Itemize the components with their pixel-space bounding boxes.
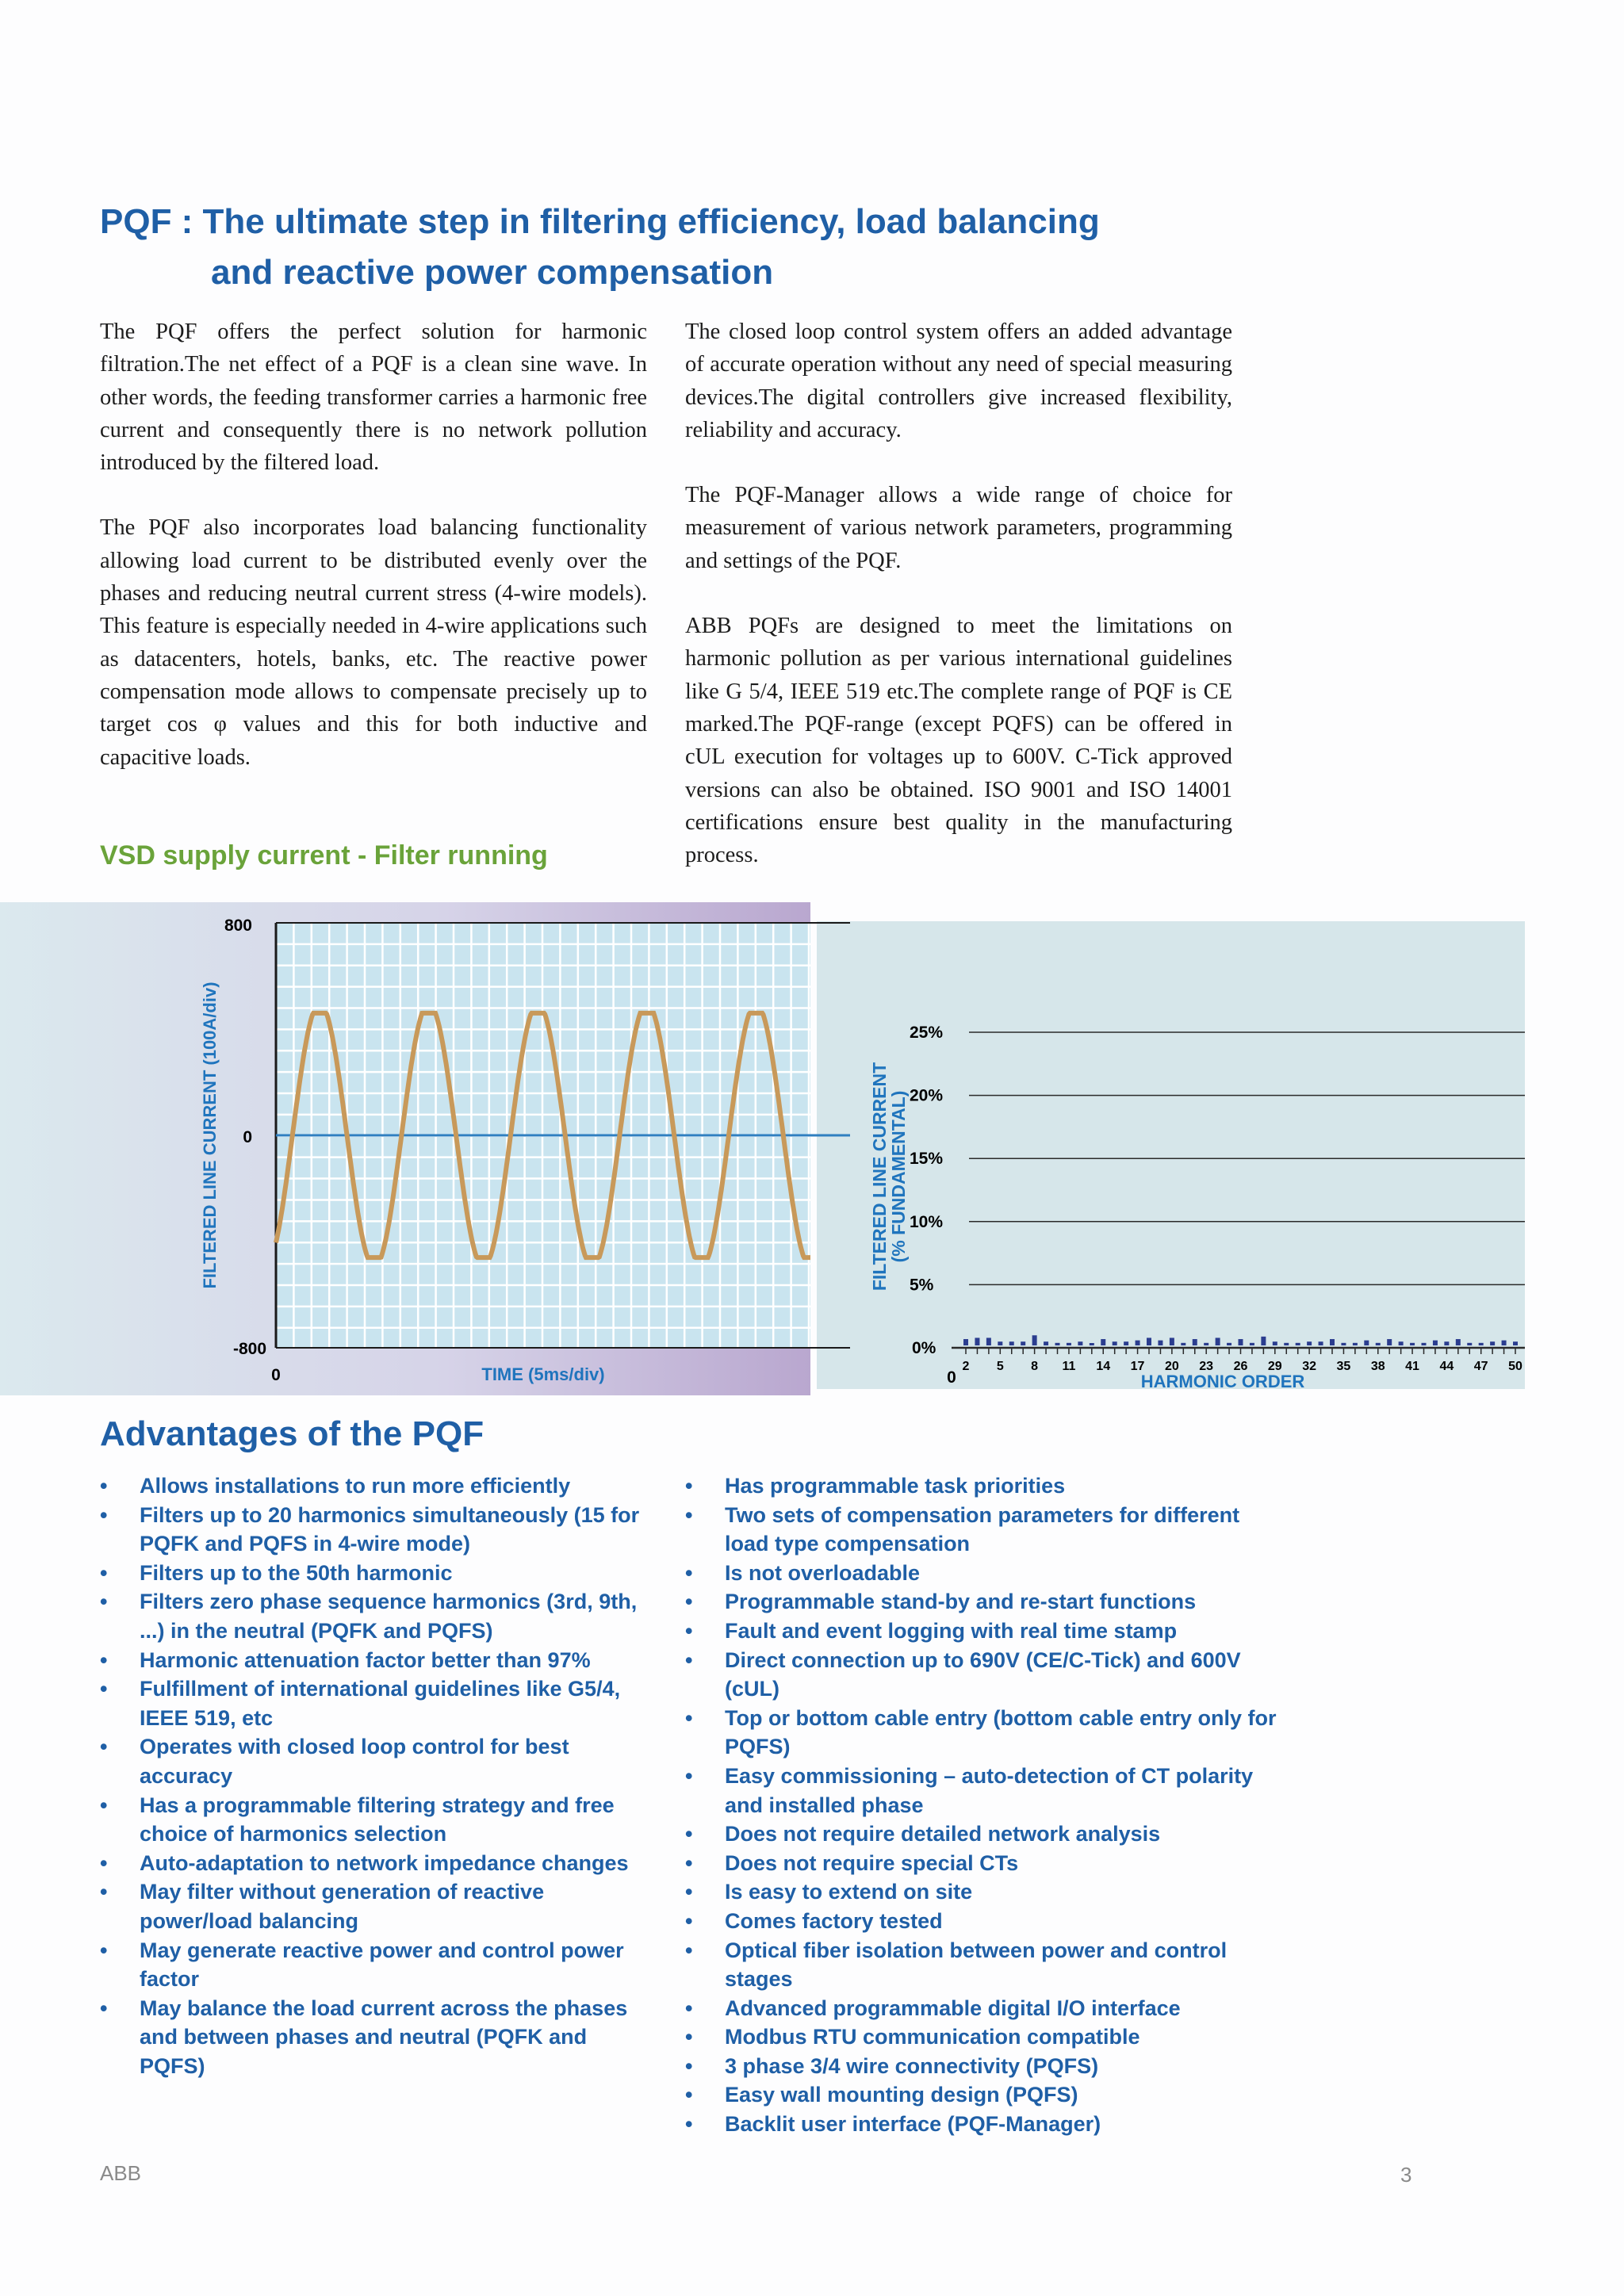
harmonic-x-tick: 23 [1199, 1360, 1214, 1373]
x-tick-0: 0 [271, 1366, 281, 1384]
harmonic-bar [1422, 1343, 1427, 1345]
advantage-item: • Filters zero phase sequence harmonics (3rd, 9th, ...) in the neutral (PQFK and PQFS) [100, 1587, 655, 1645]
advantage-item: • Auto-adaptation to network impedance changes [100, 1849, 655, 1878]
advantage-item: • Is easy to extend on site [685, 1877, 1288, 1907]
advantage-item: • Has programmable task priorities [685, 1471, 1288, 1501]
intro-right-para-2: The PQF-Manager allows a wide range of choice for measurement of various network parameters, programming and settings of the PQF. [685, 483, 1232, 573]
advantage-item: • May balance the load current across the phases and between phases and neutral (PQFK and PQFS) [100, 1994, 655, 2081]
harmonic-x-tick: 5 [996, 1360, 1004, 1373]
harmonic-bar [1170, 1337, 1174, 1345]
page-title-line1: PQF : The ultimate step in filtering efficiency, load balancing [100, 202, 1100, 241]
harmonic-bar [1124, 1341, 1128, 1345]
chart-heading: VSD supply current - Filter running [100, 840, 548, 871]
harmonic-y-tick: 10% [910, 1212, 944, 1231]
harmonic-bar [963, 1339, 968, 1345]
harmonic-bar [1204, 1343, 1208, 1345]
advantages-right-list [685, 1471, 1288, 2139]
harmonic-bar [1353, 1343, 1358, 1345]
harmonic-x-tick: 14 [1096, 1360, 1111, 1373]
harmonic-bar [1078, 1341, 1082, 1345]
harmonic-origin-label: 0 [947, 1368, 956, 1387]
harmonic-x-tick: 17 [1130, 1360, 1145, 1373]
advantage-item: • Filters up to 20 harmonics simultaneously (15 for PQFK and PQFS in 4-wire mode) [100, 1501, 655, 1559]
harmonic-x-tick: 20 [1164, 1360, 1179, 1373]
harmonic-x-tick: 11 [1062, 1360, 1076, 1373]
advantage-item: • 3 phase 3/4 wire connectivity (PQFS) [685, 2052, 1288, 2081]
advantages-heading: Advantages of the PQF [100, 1414, 485, 1453]
advantage-item: • Allows installations to run more efficiently [100, 1471, 655, 1501]
y-tick-0: 0 [243, 1128, 252, 1146]
harmonic-bar [1147, 1337, 1151, 1345]
harmonic-x-tick: 2 [962, 1360, 970, 1373]
harmonic-y-tick: 15% [910, 1150, 944, 1169]
harmonic-bar [1433, 1341, 1438, 1345]
intro-right-para-3: ABB PQFs are designed to meet the limitations on harmonic pollution as per various international guidelines like G 5/4, IEEE 519 etc.The complete range of PQF is CE marked.The PQF-range (except PQFS) can be offered in cUL execution for voltages up to 600V. C-Tick approved versions can also be obtained. ISO 9001 and ISO 14001 certifications ensure best quality in the manufacturing process. [685, 614, 1232, 868]
harmonic-bar [1456, 1339, 1461, 1345]
harmonic-x-tick: 29 [1267, 1360, 1282, 1373]
harmonic-bar [1158, 1341, 1162, 1345]
harmonic-bar [1319, 1341, 1323, 1345]
harmonic-bar [986, 1337, 991, 1345]
harmonic-bar [1067, 1343, 1071, 1345]
harmonic-bar [1181, 1343, 1185, 1345]
advantage-item: • Has a programmable filtering strategy and free choice of harmonics selection [100, 1791, 655, 1849]
advantage-item: • Direct connection up to 690V (CE/C-Tick) and 600V (cUL) [685, 1646, 1288, 1704]
harmonic-x-tick: 50 [1508, 1360, 1522, 1373]
harmonic-bar [1307, 1341, 1312, 1345]
time-y-label: FILTERED LINE CURRENT (100A/div) [200, 982, 220, 1289]
harmonic-x-tick: 47 [1473, 1360, 1488, 1373]
time-x-label: TIME (5ms/div) [481, 1364, 605, 1384]
harmonic-bar [1296, 1343, 1300, 1345]
harmonic-x-tick: 26 [1233, 1360, 1248, 1373]
y-tick-minus-800: -800 [232, 1340, 266, 1358]
harmonic-bar [1490, 1341, 1495, 1345]
advantage-item: • Easy wall mounting design (PQFS) [685, 2080, 1288, 2110]
harmonic-x-tick: 35 [1336, 1360, 1351, 1373]
harmonic-bar [1479, 1343, 1484, 1345]
harmonic-bar [1055, 1343, 1060, 1345]
harmonic-bar [1216, 1337, 1220, 1345]
harmonic-bar [1387, 1339, 1392, 1345]
advantage-item: • Optical fiber isolation between power and control stages [685, 1936, 1288, 1994]
harmonic-x-label: HARMONIC ORDER [1140, 1372, 1305, 1391]
harmonic-x-tick: 32 [1302, 1360, 1317, 1373]
harmonic-y-label: FILTERED LINE CURRENT [869, 1062, 890, 1292]
advantage-item: • Fulfillment of international guidelines like G5/4, IEEE 519, etc [100, 1674, 655, 1732]
harmonic-bar [1021, 1341, 1025, 1345]
harmonic-bar [1032, 1335, 1037, 1345]
harmonic-bar [1273, 1341, 1277, 1345]
advantage-item: • Modbus RTU communication compatible [685, 2022, 1288, 2052]
advantage-item: • Advanced programmable digital I/O interface [685, 1994, 1288, 2023]
harmonic-bar [975, 1337, 979, 1345]
harmonic-bar [1364, 1341, 1369, 1345]
harmonic-x-tick: 8 [1031, 1360, 1039, 1373]
advantage-item: • May generate reactive power and control power factor [100, 1936, 655, 1994]
harmonic-bar [1113, 1341, 1117, 1345]
harmonic-bar [1330, 1339, 1335, 1345]
harmonic-bar [1239, 1339, 1243, 1345]
intro-left-para-1: The PQF offers the perfect solution for harmonic filtration.The net effect of a PQF is a clean sine wave. In other words, the feeding transformer carries a harmonic free current and consequently there is no network pollution introduced by the filtered load. [100, 320, 647, 476]
harmonic-bar [1250, 1343, 1254, 1345]
y-tick-800: 800 [224, 916, 252, 935]
advantage-item: • Backlit user interface (PQF-Manager) [685, 2110, 1288, 2139]
harmonic-bar [1193, 1339, 1197, 1345]
intro-right-column [685, 316, 1232, 871]
harmonic-bar [1444, 1341, 1449, 1345]
advantage-item: • Filters up to the 50th harmonic [100, 1559, 655, 1588]
harmonic-bar [1502, 1341, 1507, 1345]
page-title-line2: and reactive power compensation [211, 253, 774, 292]
harmonic-bar [1009, 1341, 1014, 1345]
page-title [100, 197, 1289, 298]
page-number: 3 [1400, 2163, 1412, 2187]
harmonic-y-tick: 20% [910, 1086, 944, 1105]
harmonic-bar [1101, 1339, 1105, 1345]
harmonic-x-tick: 44 [1439, 1360, 1454, 1373]
harmonic-x-tick: 41 [1405, 1360, 1419, 1373]
harmonic-y-tick: 25% [910, 1024, 944, 1042]
harmonic-bar [1467, 1343, 1472, 1345]
harmonic-bar [1376, 1343, 1381, 1345]
advantage-item: • Harmonic attenuation factor better than 97% [100, 1646, 655, 1675]
harmonic-bar [998, 1341, 1002, 1345]
advantage-item: • Programmable stand-by and re-start functions [685, 1587, 1288, 1617]
harmonic-bar [1341, 1343, 1346, 1345]
harmonic-y-label-2: (% FUNDAMENTAL) [888, 1090, 909, 1263]
charts-panel [0, 896, 1624, 1395]
advantage-item: • Does not require special CTs [685, 1849, 1288, 1878]
harmonic-y-tick: 5% [910, 1276, 934, 1295]
harmonic-y-tick: 0% [912, 1339, 936, 1357]
advantage-item: • Easy commissioning – auto-detection of CT polarity and installed phase [685, 1762, 1288, 1820]
footer-brand: ABB [100, 2161, 142, 2185]
harmonic-bar [1513, 1341, 1518, 1345]
advantage-item: • Two sets of compensation parameters for different load type compensation [685, 1501, 1288, 1559]
harmonic-bar [1261, 1337, 1266, 1345]
advantage-item: • Fault and event logging with real time stamp [685, 1617, 1288, 1646]
advantage-item: • Operates with closed loop control for best accuracy [100, 1732, 655, 1790]
harmonic-bar [1410, 1343, 1415, 1345]
advantage-item: • Does not require detailed network analysis [685, 1820, 1288, 1849]
harmonic-x-tick: 38 [1370, 1360, 1385, 1373]
time-domain-chart [200, 916, 850, 1384]
advantage-item: • Top or bottom cable entry (bottom cable entry only for PQFS) [685, 1704, 1288, 1762]
advantages-left-list [100, 1471, 655, 2080]
advantage-item: • May filter without generation of reactive power/load balancing [100, 1877, 655, 1935]
intro-left-para-2: The PQF also incorporates load balancing functionality allowing load current to be distributed evenly over the phases and reducing neutral current stress (4-wire models). This feature is especially needed in 4-wire applications such as datacenters, hotels, banks, etc. The reactive power compensation mode allows to compensate precisely up to target cos φ values and this for both inductive and capacitive loads. [100, 515, 647, 770]
harmonic-bar [1136, 1341, 1140, 1345]
harmonic-bar [1284, 1343, 1289, 1345]
intro-right-para-1: The closed loop control system offers an added advantage of accurate operation without any need of special measuring devices.The digital controllers give increased flexibility, reliability and accuracy. [685, 320, 1232, 442]
advantage-item: • Is not overloadable [685, 1559, 1288, 1588]
harmonic-bar [1227, 1343, 1231, 1345]
harmonic-bar [1044, 1341, 1048, 1345]
harmonic-bar [1399, 1341, 1404, 1345]
advantage-item: • Comes factory tested [685, 1907, 1288, 1936]
harmonic-bar [1090, 1343, 1094, 1345]
intro-left-column [100, 316, 647, 774]
